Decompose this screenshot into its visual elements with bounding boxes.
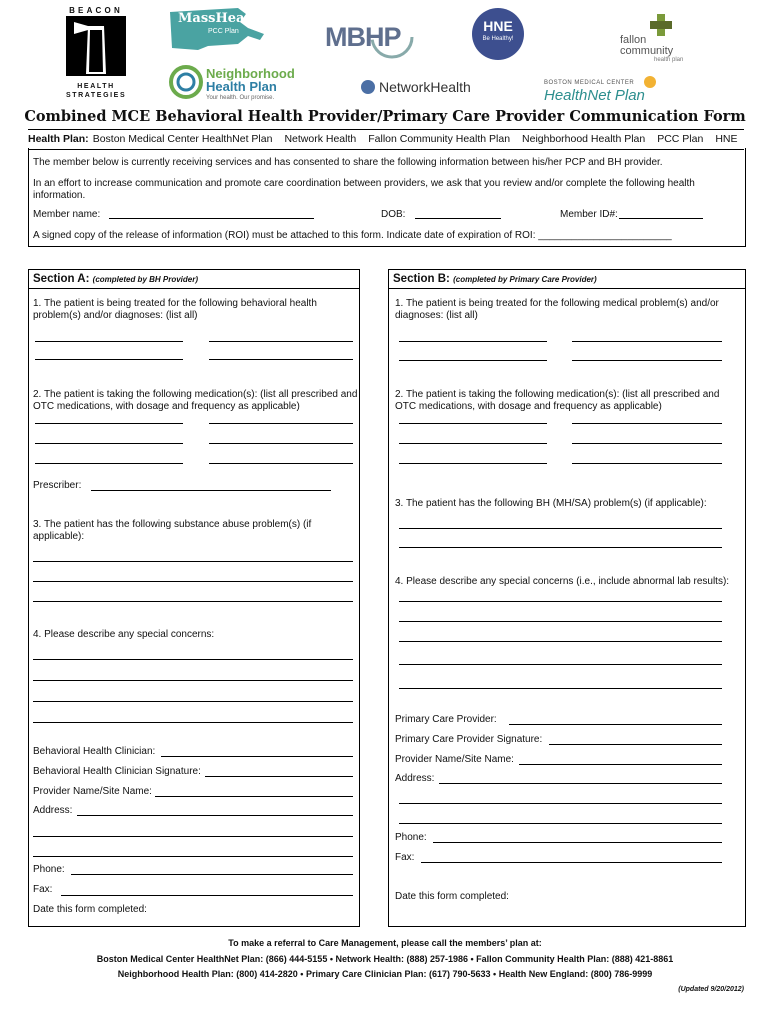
footer-line-3: Neighborhood Health Plan: (800) 414-2820 • Primary Care Clinician Plan: (617) 790-5633 • Health New England: (800) 786-9999 bbox=[117, 969, 653, 979]
fallon-text-3: health plan bbox=[654, 57, 684, 63]
phone-label: Phone: bbox=[33, 864, 65, 875]
section-a-q2: 2. The patient is taking the following medication(s): (list all prescribed and OTC medications, with dosage and frequency as applicable) bbox=[33, 389, 358, 412]
section-a-header bbox=[29, 270, 359, 289]
pcp-signature-field[interactable] bbox=[549, 744, 722, 745]
section-a bbox=[28, 269, 360, 927]
section-b-q2-field[interactable] bbox=[572, 463, 722, 464]
section-b-q1-field[interactable] bbox=[572, 360, 722, 361]
section-b-q2-field[interactable] bbox=[399, 423, 547, 424]
section-b-q4-field[interactable] bbox=[399, 688, 722, 689]
section-a-q4-field[interactable] bbox=[33, 680, 353, 681]
plan-option[interactable]: Boston Medical Center HealthNet Plan bbox=[92, 133, 273, 145]
section-a-q1: 1. The patient is being treated for the following behavioral health problem(s) and/or diagnoses: (list all) bbox=[33, 298, 317, 321]
section-b-q4-field[interactable] bbox=[399, 641, 722, 642]
section-b-q4: 4. Please describe any special concerns (i.e., include abnormal lab results): bbox=[395, 576, 730, 587]
section-b-q2-field[interactable] bbox=[572, 423, 722, 424]
address-label: Address: bbox=[395, 773, 435, 784]
address-field[interactable] bbox=[439, 783, 722, 784]
lighthouse-icon bbox=[66, 16, 126, 76]
section-a-q1-field[interactable] bbox=[209, 341, 353, 342]
updated-date: (Updated 9/20/2012) bbox=[678, 986, 744, 993]
mbhp-logo bbox=[325, 14, 415, 64]
section-b bbox=[388, 269, 746, 927]
hne-text: HNE bbox=[483, 18, 513, 34]
intro-text-2: In an effort to increase communication and promote care coordination between providers, we ask that you review and/or complete the following health information. bbox=[33, 178, 695, 201]
section-a-q2-field[interactable] bbox=[35, 463, 183, 464]
networkhealth-text: NetworkHealth bbox=[379, 79, 471, 95]
address-field[interactable] bbox=[33, 836, 353, 837]
section-a-q2-field[interactable] bbox=[209, 443, 353, 444]
fallon-logo bbox=[620, 14, 700, 62]
section-a-q2-field[interactable] bbox=[35, 443, 183, 444]
section-b-q4-field[interactable] bbox=[399, 621, 722, 622]
beacon-logo-top-text: BEACON bbox=[69, 6, 123, 15]
section-b-q3: 3. The patient has the following BH (MH/SA) problem(s) (if applicable): bbox=[395, 498, 707, 509]
plan-option[interactable]: Fallon Community Health Plan bbox=[368, 133, 511, 145]
pcp-signature-label: Primary Care Provider Signature: bbox=[395, 734, 543, 745]
phone-field[interactable] bbox=[433, 842, 722, 843]
section-b-q3-field[interactable] bbox=[399, 547, 722, 548]
fax-field[interactable] bbox=[61, 895, 353, 896]
section-b-q2-field[interactable] bbox=[399, 463, 547, 464]
bh-clinician-signature-label: Behavioral Health Clinician Signature: bbox=[33, 766, 201, 777]
section-b-title: Section B: bbox=[393, 273, 450, 285]
plan-option[interactable]: Network Health bbox=[284, 133, 357, 145]
section-a-q4-field[interactable] bbox=[33, 701, 353, 702]
pcp-label: Primary Care Provider: bbox=[395, 714, 497, 725]
masshealth-text: MassHealth bbox=[178, 11, 265, 26]
section-b-q2-field[interactable] bbox=[572, 443, 722, 444]
neighborhood-logo bbox=[168, 64, 298, 106]
dob-field[interactable] bbox=[415, 218, 501, 219]
beacon-logo bbox=[66, 6, 126, 98]
member-info-box bbox=[28, 148, 746, 247]
section-b-q3-field[interactable] bbox=[399, 528, 722, 529]
bmc-top-text: BOSTON MEDICAL CENTER bbox=[544, 80, 635, 86]
bh-clinician-signature-field[interactable] bbox=[205, 776, 353, 777]
neighborhood-tagline: Your health. Our promise. bbox=[206, 95, 275, 101]
masshealth-logo bbox=[168, 4, 270, 54]
date-completed-label: Date this form completed: bbox=[33, 904, 147, 915]
dob-label: DOB: bbox=[381, 209, 406, 220]
section-a-q2-field[interactable] bbox=[209, 423, 353, 424]
section-a-q3-field[interactable] bbox=[33, 581, 353, 582]
section-b-q4-field[interactable] bbox=[399, 601, 722, 602]
plan-option[interactable]: PCC Plan bbox=[657, 133, 704, 145]
section-b-subtitle: (completed by Primary Care Provider) bbox=[453, 275, 597, 284]
member-name-label: Member name: bbox=[33, 209, 101, 220]
prescriber-label: Prescriber: bbox=[33, 480, 82, 491]
date-completed-label: Date this form completed: bbox=[395, 891, 509, 902]
health-plan-label: Health Plan: bbox=[28, 133, 89, 145]
member-name-field[interactable] bbox=[109, 218, 314, 219]
section-a-q1-field[interactable] bbox=[35, 359, 183, 360]
beacon-logo-bottom-text-1: HEALTH bbox=[77, 83, 115, 90]
health-plan-row bbox=[28, 129, 744, 150]
plan-option[interactable]: HNE bbox=[715, 133, 738, 145]
member-id-label: Member ID#: bbox=[560, 209, 618, 220]
section-b-q1: 1. The patient is being treated for the following medical problem(s) and/or diagnoses: (list all) bbox=[395, 298, 719, 321]
hne-logo bbox=[472, 8, 524, 60]
hne-sub-text: Be Healthy! bbox=[482, 36, 514, 42]
page-title: Combined MCE Behavioral Health Provider/Primary Care Provider Communication Form bbox=[24, 108, 746, 125]
section-a-q4-field[interactable] bbox=[33, 722, 353, 723]
section-b-q4-field[interactable] bbox=[399, 664, 722, 665]
neighborhood-text-1: Neighborhood bbox=[206, 66, 295, 81]
phone-label: Phone: bbox=[395, 832, 427, 843]
footer-line-2: Boston Medical Center HealthNet Plan: (866) 444-5155 • Network Health: (888) 257-1986 • Fallon Community Health Plan: (888) 421-8861 bbox=[96, 954, 674, 964]
neighborhood-circle-icon bbox=[168, 64, 204, 100]
address-label: Address: bbox=[33, 805, 73, 816]
bh-clinician-label: Behavioral Health Clinician: bbox=[33, 746, 156, 757]
networkhealth-logo bbox=[360, 78, 500, 98]
member-id-field[interactable] bbox=[619, 218, 703, 219]
section-a-q2-field[interactable] bbox=[209, 463, 353, 464]
bmc-main-text: HealthNet Plan bbox=[544, 87, 645, 104]
provider-site-label: Provider Name/Site Name: bbox=[395, 754, 514, 765]
section-b-q2-field[interactable] bbox=[399, 443, 547, 444]
section-a-q4-field[interactable] bbox=[33, 659, 353, 660]
fallon-cross-icon bbox=[650, 14, 672, 36]
provider-site-label: Provider Name/Site Name: bbox=[33, 786, 152, 797]
fallon-text-2: community bbox=[620, 45, 674, 57]
neighborhood-text-2: Health Plan bbox=[206, 79, 277, 94]
fax-field[interactable] bbox=[421, 862, 722, 863]
section-a-q3: 3. The patient has the following substance abuse problem(s) (if applicable): bbox=[33, 519, 312, 542]
masshealth-sub-text: PCC Plan bbox=[208, 28, 239, 35]
address-field[interactable] bbox=[399, 803, 722, 804]
section-a-q3-field[interactable] bbox=[33, 601, 353, 602]
mbhp-text: MBHP bbox=[325, 22, 401, 52]
address-field[interactable] bbox=[33, 856, 353, 857]
fax-label: Fax: bbox=[33, 884, 53, 895]
section-a-q1-field[interactable] bbox=[209, 359, 353, 360]
section-a-q3-field[interactable] bbox=[33, 561, 353, 562]
section-b-q2: 2. The patient is taking the following medication(s): (list all prescribed and OTC medications, with dosage and frequency as applicable) bbox=[395, 389, 720, 412]
fallon-text-1: fallon bbox=[620, 34, 647, 46]
networkhealth-dot-icon bbox=[360, 79, 376, 95]
section-b-header bbox=[389, 270, 745, 289]
section-b-q1-field[interactable] bbox=[572, 341, 722, 342]
section-a-q1-field[interactable] bbox=[35, 341, 183, 342]
plan-option[interactable]: Neighborhood Health Plan bbox=[522, 133, 646, 145]
footer-line-1: To make a referral to Care Management, please call the members’ plan at: bbox=[228, 938, 542, 948]
beacon-logo-bottom-text-2: STRATEGIES bbox=[66, 92, 127, 99]
bh-clinician-field[interactable] bbox=[161, 756, 353, 757]
phone-field[interactable] bbox=[71, 874, 353, 875]
section-a-title: Section A: bbox=[33, 273, 90, 285]
address-field[interactable] bbox=[77, 815, 353, 816]
section-b-q1-field[interactable] bbox=[399, 341, 547, 342]
provider-site-field[interactable] bbox=[519, 764, 722, 765]
section-b-q1-field[interactable] bbox=[399, 360, 547, 361]
section-a-q4: 4. Please describe any special concerns: bbox=[33, 629, 215, 640]
provider-site-field[interactable] bbox=[155, 796, 353, 797]
address-field[interactable] bbox=[399, 823, 722, 824]
pcp-field[interactable] bbox=[509, 724, 722, 725]
bmc-healthnet-logo bbox=[544, 74, 664, 108]
fax-label: Fax: bbox=[395, 852, 415, 863]
prescriber-field[interactable] bbox=[91, 490, 331, 491]
intro-text-1: The member below is currently receiving services and has consented to share the following information between his/her PCP and BH provider. bbox=[33, 157, 663, 168]
roi-text: A signed copy of the release of information (ROI) must be attached to this form. Indicate date of expiration of ROI: ________________________ bbox=[33, 230, 672, 241]
section-a-subtitle: (completed by BH Provider) bbox=[92, 275, 199, 284]
section-a-q2-field[interactable] bbox=[35, 423, 183, 424]
